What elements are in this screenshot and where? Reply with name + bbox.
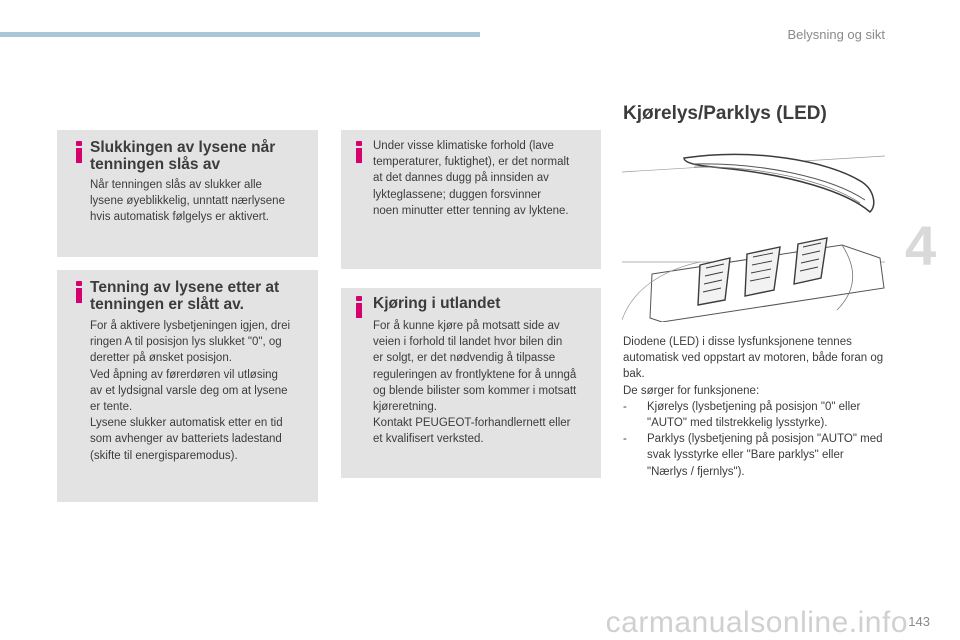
watermark: carmanualsonline.info	[605, 606, 908, 639]
info-box-driving-abroad	[341, 288, 601, 478]
chapter-number: 4	[905, 214, 937, 277]
section-title: Kjørelys/Parklys (LED)	[623, 103, 827, 124]
info-box-title: Slukkingen av lysene når tenningen slås av	[90, 139, 276, 173]
led-lead: De sørger for funksjonene:	[623, 384, 760, 397]
headlamp-illustration	[622, 150, 885, 322]
info-box-lights-off	[57, 130, 318, 257]
led-bullet	[623, 399, 885, 431]
led-intro: Diodene (LED) i disse lysfunksjonene tennes automatisk ved oppstart av motoren, både foran og bak.	[623, 336, 884, 381]
chapter-title: Belysning og sikt	[787, 27, 885, 42]
info-box-text: For å kunne kjøre på motsatt side av veien i forhold til landet hvor bilen din er solgt, er det nødvendig å tilpasse reguleringen av frontlyktene for å unngå og blende bilister som kommer i motsatt kjøreretning. Kontakt PEUGEOT-forhandlernett eller et kvalifisert verksted.	[373, 320, 577, 446]
info-box-text: For å aktivere lysbetjeningen igjen, drei ringen A til posisjon lys slukket "0", og deretter på ønsket posisjon. Ved åpning av førerdøren vil utløsing av et lydsignal varsle deg om at lysene er tente. Lysene slukker automatisk etter en tid som avhenger av batteriets ladestand (skifte til energisparemodus).	[90, 320, 291, 462]
info-box-lights-after-ignition	[57, 270, 318, 502]
info-icon	[73, 141, 86, 163]
info-box-title: Tenning av lysene etter at tenningen er slått av.	[90, 279, 280, 313]
info-box-title: Kjøring i utlandet	[373, 295, 501, 312]
bullet-dash: -	[623, 400, 627, 413]
bullet-text: Kjørelys (lysbetjening på posisjon "0" eller "AUTO" med tilstrekkelig lysstyrke).	[647, 400, 861, 430]
info-box-text: Under visse klimatiske forhold (lave temperaturer, fuktighet), er det normalt at det dannes dugg på innsiden av lykteglassene; duggen forsvinner noen minutter etter tenning av lyktene.	[373, 140, 570, 217]
led-description	[623, 334, 885, 480]
page-number: 143	[908, 614, 930, 629]
bullet-text: Parklys (lysbetjening på posisjon "AUTO" med svak lysstyrke eller "Bare parklys" eller "Nærlys / fjernlys").	[647, 433, 883, 478]
info-icon	[73, 281, 86, 303]
info-box-condensation	[341, 130, 601, 269]
info-icon	[353, 141, 366, 163]
info-box-text: Når tenningen slås av slukker alle lysene øyeblikkelig, unntatt nærlysene hvis automatisk følgelys er aktivert.	[90, 179, 285, 224]
bullet-dash: -	[623, 433, 627, 446]
led-bullet	[623, 431, 885, 480]
header-accent-bar	[0, 32, 480, 37]
info-icon	[353, 296, 366, 318]
